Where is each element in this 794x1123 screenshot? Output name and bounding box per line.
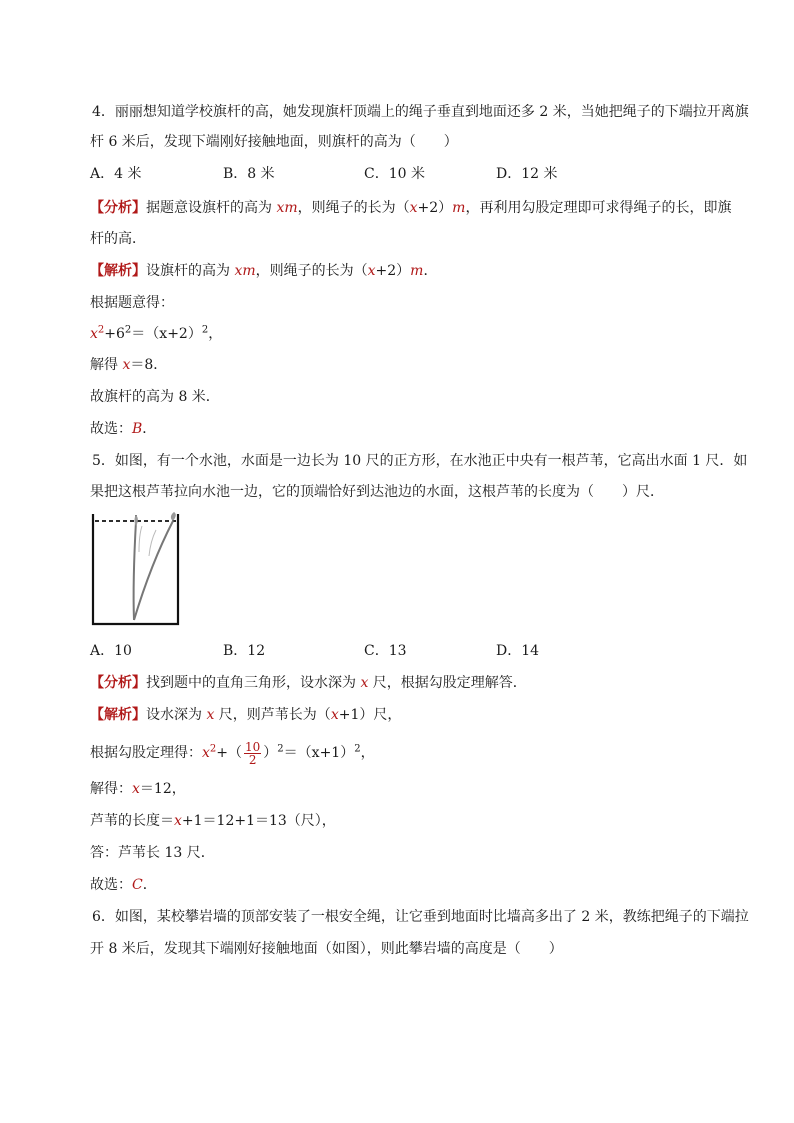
q4-solve <box>90 356 167 374</box>
q4-analysis-line2: 杆的高． <box>90 231 146 247</box>
q5-option-a: A．10 <box>90 643 132 659</box>
fraction-numerator: 10 <box>245 739 261 754</box>
reed-leaf <box>149 530 156 556</box>
q6-stem-line1: 6．如图，某校攀岩墙的顶部安装了一根安全绳，让它垂到地面时比墙高多出了 2 米，教练把绳子的下端拉 <box>92 909 749 925</box>
q6-stem-line2: 开 8 米后，发现其下端刚好接触地面（如图），则此攀岩墙的高度是（ ） <box>90 941 563 957</box>
math-var: x <box>360 675 369 691</box>
text: 根据勾股定理得： <box>90 745 202 761</box>
q5-solve <box>90 780 186 798</box>
text: ＝8． <box>130 357 168 373</box>
fraction <box>244 741 261 766</box>
answer-letter: C <box>132 877 143 893</box>
text: ＝（x+2） <box>131 326 202 342</box>
q4-option-a: A．4 米 <box>90 166 142 182</box>
math-var: xm <box>276 200 298 216</box>
exponent: 2 <box>124 324 132 336</box>
text: +（ <box>216 745 243 761</box>
q4-stem-line2: 杆 6 米后，发现下端刚好接触地面，则旗杆的高为（ ） <box>90 134 458 150</box>
text: 尺，则芦苇长为（ <box>214 707 331 723</box>
q5-option-b: B．12 <box>223 643 266 659</box>
text: 芦苇的长度＝ <box>90 813 174 829</box>
text: 设水深为 <box>146 707 207 723</box>
math-var: x <box>122 357 131 373</box>
text: 设旗杆的高为 <box>146 263 235 279</box>
solution-tag: 【解析】 <box>90 263 146 279</box>
fraction-denominator: 2 <box>248 752 257 767</box>
q5-length <box>90 812 336 830</box>
q4-answer: 故旗杆的高为 8 米． <box>90 389 220 405</box>
q5-solution <box>90 706 401 724</box>
q5-option-c: C．13 <box>364 643 407 659</box>
q4-solution-line <box>90 262 437 280</box>
text: ． <box>142 421 157 437</box>
math-var: x <box>202 745 210 761</box>
exponent: 2 <box>209 743 217 755</box>
q4-choice <box>90 420 156 438</box>
text: +1）尺， <box>338 707 402 723</box>
q5-choice <box>90 876 157 894</box>
text: 尺，根据勾股定理解答． <box>368 675 527 691</box>
text: +2） <box>375 263 411 279</box>
text: 故选： <box>90 421 132 437</box>
math-var: m <box>410 263 424 279</box>
math-var: x <box>330 707 339 723</box>
text: ，再利用勾股定理即可求得绳子的长，即旗 <box>465 200 732 216</box>
text: ， <box>208 326 223 342</box>
math-var: x <box>90 326 98 342</box>
text: +2） <box>417 200 453 216</box>
text: +1＝12+1＝13（尺）， <box>181 813 336 829</box>
analysis-tag: 【分析】 <box>90 200 146 216</box>
exponent: 2 <box>277 743 284 755</box>
solution-tag: 【解析】 <box>90 707 146 723</box>
q4-option-c: C．10 米 <box>364 166 425 182</box>
exponent: 2 <box>97 324 105 336</box>
reed-vertical <box>134 515 136 620</box>
math-var: x <box>409 200 418 216</box>
q4-step1: 根据题意得： <box>90 295 174 311</box>
exponent: 2 <box>201 324 209 336</box>
q5-equation <box>90 740 375 766</box>
text: ． <box>423 263 438 279</box>
text: ． <box>142 877 157 893</box>
q4-option-b: B．8 米 <box>223 166 275 182</box>
q5-stem-line2: 果把这根芦苇拉向水池一边，它的顶端恰好到达池边的水面，这根芦苇的长度为（ ）尺． <box>90 484 664 500</box>
text: ， <box>360 745 375 761</box>
q4-equation <box>90 325 222 343</box>
text: 解得： <box>90 781 132 797</box>
text: ＝12， <box>139 781 186 797</box>
text: 找到题中的直角三角形，设水深为 <box>146 675 361 691</box>
text: 故选： <box>90 877 132 893</box>
text: +6 <box>104 326 125 342</box>
q4-stem-line1: 4．丽丽想知道学校旗杆的高，她发现旗杆顶端上的绳子垂直到地面还多 2 米，当她把绳子的下端拉开离旗 <box>92 104 749 120</box>
text: ＝（x+1） <box>283 745 355 761</box>
q5-stem-line1: 5．如图，有一个水池，水面是一边长为 10 尺的正方形，在水池正中央有一根芦苇，它高出水面 1 尺．如 <box>92 453 748 469</box>
math-var: x <box>174 813 182 829</box>
math-var: xm <box>234 263 256 279</box>
q4-analysis-line1 <box>90 199 731 217</box>
answer-letter: B <box>132 421 143 437</box>
q5-analysis <box>90 674 527 692</box>
q5-option-d: D．14 <box>496 643 540 659</box>
math-var: m <box>452 200 466 216</box>
reed-leaf <box>139 526 142 552</box>
text: ，则绳子的长为（ <box>297 200 410 216</box>
math-var: x <box>132 781 140 797</box>
q4-option-d: D．12 米 <box>496 166 558 182</box>
text: 解得 <box>90 357 123 373</box>
text: ，则绳子的长为（ <box>255 263 368 279</box>
pond-reed-figure <box>90 512 182 628</box>
q5-answer: 答：芦苇长 13 尺． <box>90 845 215 861</box>
text: 据题意设旗杆的高为 <box>146 200 277 216</box>
math-var: x <box>367 263 376 279</box>
exponent: 2 <box>354 743 361 755</box>
math-var: x <box>206 707 215 723</box>
analysis-tag: 【分析】 <box>90 675 146 691</box>
text: ） <box>263 745 278 761</box>
reed-top-pulled <box>171 512 176 521</box>
